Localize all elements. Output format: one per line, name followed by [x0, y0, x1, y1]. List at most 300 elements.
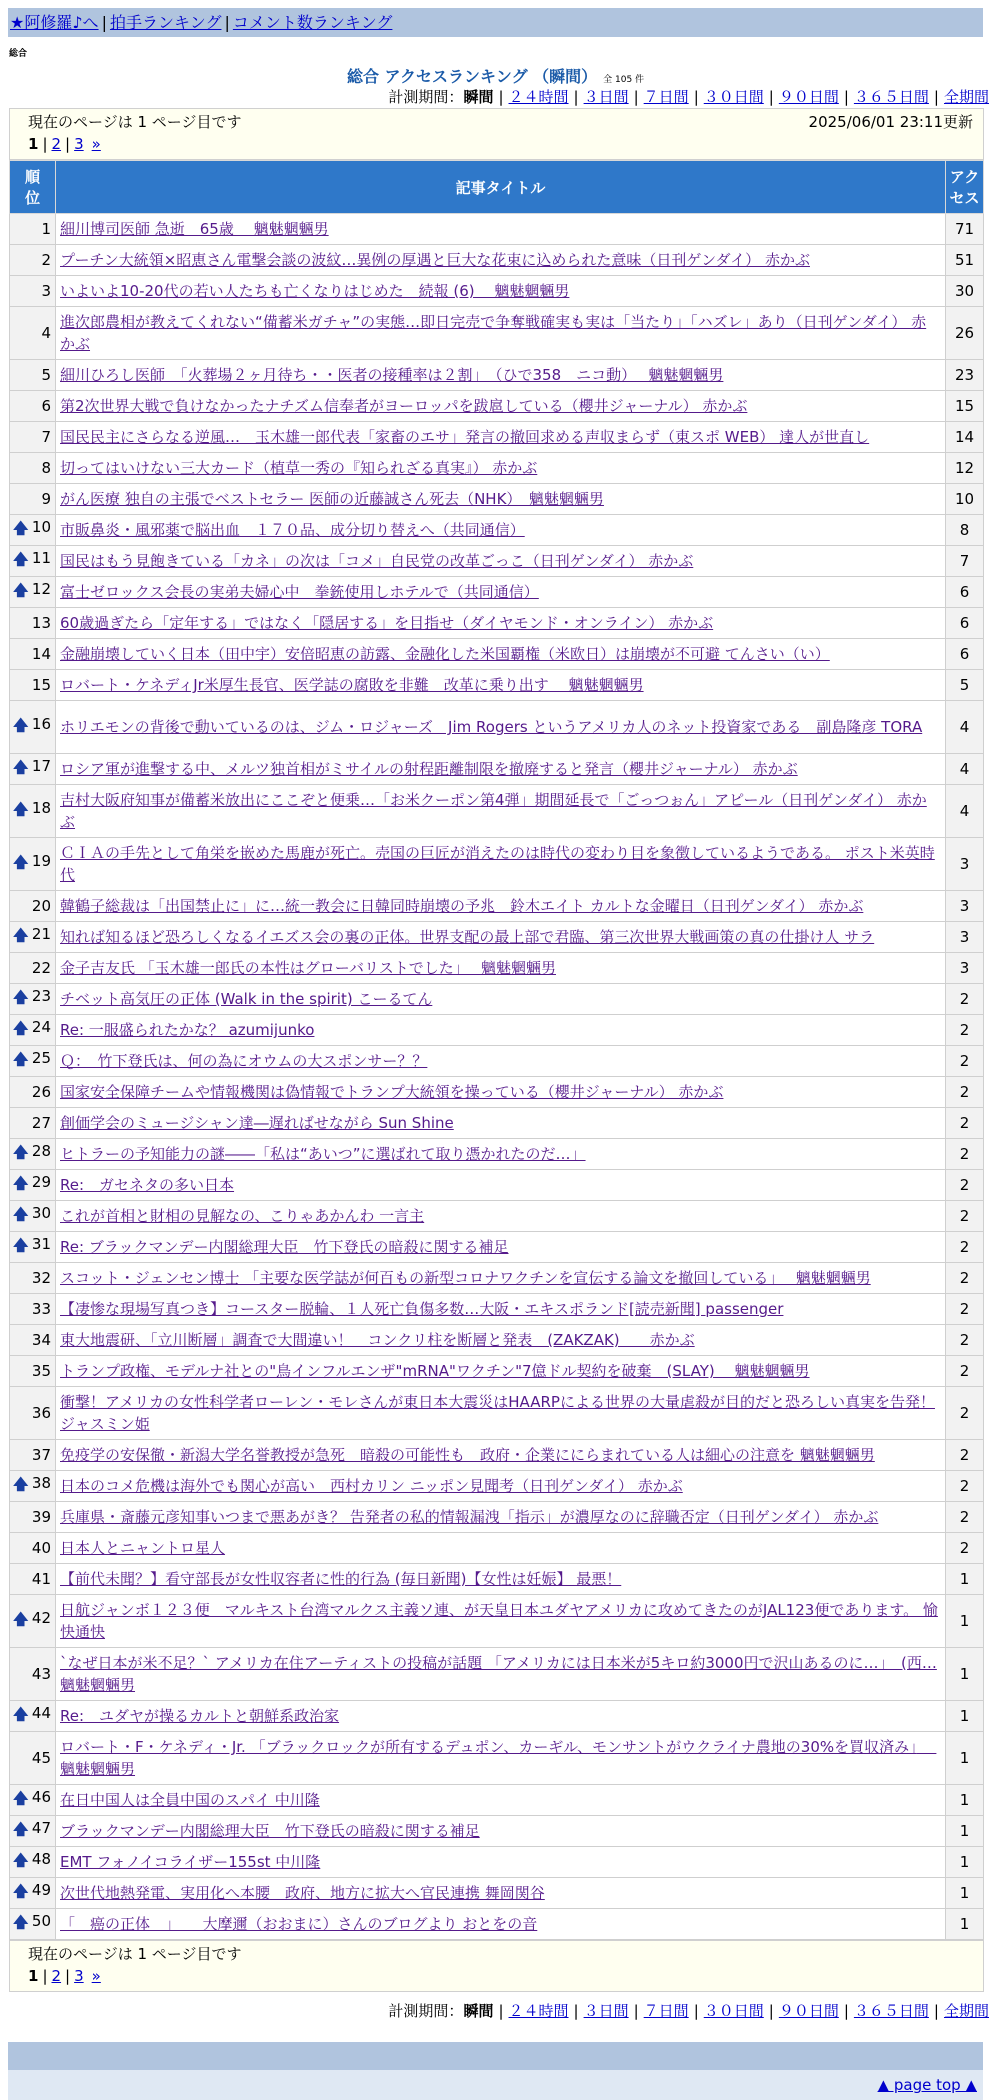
page-top-link[interactable]: ▲ page top ▲: [877, 2076, 977, 2094]
up-arrow-icon: 🡅: [13, 580, 29, 599]
rank-number: 19: [31, 851, 51, 870]
table-row: [10, 276, 984, 307]
rank-number: 26: [31, 1083, 51, 1101]
title-cell: [56, 1015, 946, 1046]
current-page-text: 現在のページは 1 ページ目です: [28, 1945, 242, 1963]
title-cell: [56, 838, 946, 891]
applause-ranking-link[interactable]: 拍手ランキング: [109, 13, 222, 32]
rank-cell: [10, 1847, 56, 1878]
period-separator: |: [693, 2002, 699, 2020]
period-separator: |: [768, 88, 774, 106]
access-count: 10: [946, 484, 984, 515]
table-row: [10, 484, 984, 515]
article-link[interactable]: 進次郎農相が教えてくれない“備蓄米ガチャ”の実態…即日完売で争奪戦確実も実は「当たり」「ハズレ」あり（日刊ゲンダイ） 赤かぶ: [60, 313, 927, 353]
period-link[interactable]: ９０日間: [778, 88, 839, 106]
rank-cell: [10, 1232, 56, 1263]
title-cell: [56, 484, 946, 515]
access-count: 2: [946, 1170, 984, 1201]
article-link[interactable]: ＣＩＡの手先として角栄を嵌めた馬鹿が死亡。売国の巨匠が消えたのは時代の変わり目を象徴しているようである。 ポスト米英時代: [60, 844, 935, 884]
rank-cell: [10, 276, 56, 307]
nav-separator: |: [224, 13, 230, 32]
period-separator: |: [573, 2002, 579, 2020]
title-cell: [56, 1108, 946, 1139]
access-count: 5: [946, 670, 984, 701]
table-row: [10, 1387, 984, 1440]
article-link[interactable]: 「 癌の正体 」 大摩邇（おおまに）さんのブログより おとをの音: [60, 1915, 538, 1933]
period-link[interactable]: 全期間: [943, 2002, 989, 2020]
rank-cell: [10, 785, 56, 838]
table-row: [10, 1077, 984, 1108]
rank-cell: [10, 1648, 56, 1701]
rank-number: 16: [31, 714, 51, 733]
title-cell: [56, 577, 946, 608]
table-row: [10, 1325, 984, 1356]
rank-number: 29: [31, 1172, 51, 1191]
article-link[interactable]: 免疫学の安保徹・新潟大学名誉教授が急死 暗殺の可能性も 政府・企業ににらまれている人は細心の注意を 魑魅魍魎男: [60, 1446, 875, 1464]
title-cell: [56, 754, 946, 785]
rank-cell: [10, 701, 56, 754]
period-selector-bottom: [0, 2000, 989, 2022]
rank-number: 15: [31, 676, 51, 694]
table-row: [10, 953, 984, 984]
period-link[interactable]: ９０日間: [778, 2002, 839, 2020]
period-link[interactable]: ３６５日間: [853, 2002, 929, 2020]
period-selector: [0, 86, 991, 108]
title-cell: [56, 1356, 946, 1387]
access-count: 2: [946, 1077, 984, 1108]
table-row: [10, 577, 984, 608]
article-link[interactable]: Ｑ： 竹下登氏は、何の為にオウムの大スポンサー？？: [60, 1052, 428, 1070]
rank-number: 47: [31, 1818, 51, 1837]
table-row: [10, 701, 984, 754]
rank-cell: [10, 1595, 56, 1648]
period-separator: |: [768, 2002, 774, 2020]
table-row: [10, 1108, 984, 1139]
rank-cell: [10, 515, 56, 546]
access-count: 2: [946, 1139, 984, 1170]
title-cell: [56, 785, 946, 838]
table-row: [10, 1170, 984, 1201]
article-link[interactable]: ホリエモンの背後で動いているのは、ジム・ロジャーズ Jim Rogers というアメリカ人のネット投資家である 副島隆彦 TORA: [60, 718, 923, 736]
access-count: 2: [946, 1471, 984, 1502]
access-count: 4: [946, 754, 984, 785]
rank-cell: [10, 639, 56, 670]
rank-number: 33: [31, 1300, 51, 1318]
period-link[interactable]: ２４時間: [508, 88, 569, 106]
ranking-title: 総合 アクセスランキング （瞬間）: [346, 67, 598, 86]
total-count: 全 105 件: [603, 75, 645, 85]
article-link[interactable]: 第2次世界大戦で負けなかったナチズム信奉者がヨーロッパを跋扈している（櫻井ジャーナル） 赤かぶ: [60, 397, 748, 415]
access-column-header: アクセス: [946, 161, 984, 214]
article-link[interactable]: 兵庫県・斎藤元彦知事いつまで悪あがき？ 告発者の私的情報漏洩「指示」が濃厚なのに辞職否定（日刊ゲンダイ） 赤かぶ: [60, 1508, 879, 1526]
article-link[interactable]: EMT フォノイコライザー155st 中川隆: [60, 1853, 321, 1871]
home-link[interactable]: ★阿修羅♪へ: [10, 13, 99, 32]
access-count: 6: [946, 608, 984, 639]
article-link[interactable]: ブラックマンデー内閣総理大臣 竹下登氏の暗殺に関する補足: [60, 1822, 480, 1840]
table-row: [10, 838, 984, 891]
current-page-number: 1: [28, 135, 39, 153]
rank-number: 31: [31, 1234, 51, 1253]
table-row: [10, 1471, 984, 1502]
title-cell: [56, 1170, 946, 1201]
title-cell: [56, 214, 946, 245]
page-link[interactable]: 2: [51, 1967, 62, 1985]
page-links: [28, 133, 973, 155]
up-arrow-icon: 🡅: [13, 1609, 29, 1628]
table-header-row: [10, 161, 984, 214]
title-cell: [56, 1847, 946, 1878]
rank-number: 37: [31, 1446, 51, 1464]
up-arrow-icon: 🡅: [13, 987, 29, 1006]
page-title: [0, 64, 991, 86]
rank-number: 2: [41, 251, 51, 269]
article-link[interactable]: 日本人とニャントロ星人: [60, 1539, 226, 1557]
rank-cell: [10, 577, 56, 608]
up-arrow-icon: 🡅: [13, 925, 29, 944]
rank-number: 32: [31, 1269, 51, 1287]
rank-cell: [10, 608, 56, 639]
article-link[interactable]: Re: 一服盛られたかな？ azumijunko: [60, 1021, 315, 1039]
title-cell: [56, 1046, 946, 1077]
up-arrow-icon: 🡅: [13, 1788, 29, 1807]
period-link[interactable]: 全期間: [943, 88, 989, 106]
rank-cell: [10, 1015, 56, 1046]
current-page-number: 1: [28, 1967, 39, 1985]
period-link[interactable]: ２４時間: [508, 2002, 569, 2020]
access-count: 6: [946, 577, 984, 608]
article-link[interactable]: Re: ガセネタの多い日本: [60, 1176, 235, 1194]
table-row: [10, 245, 984, 276]
article-link[interactable]: ロバート・F・ケネディ・Jr. 「ブラックロックが所有するデュポン、カーギル、モンサントがウクライナ農地の30%を買収済み」 魑魅魍魎男: [60, 1738, 937, 1778]
footer-bar: [8, 2042, 983, 2070]
period-separator: |: [693, 88, 699, 106]
page-separator: |: [65, 1967, 71, 1985]
rank-number: 4: [41, 324, 51, 342]
access-count: 3: [946, 891, 984, 922]
updated-time: 2025/06/01 23:11更新: [808, 113, 973, 131]
article-link[interactable]: ロバート・ケネディJr米厚生長官、医学誌の腐敗を非難 改革に乗り出す 魑魅魍魎男: [60, 676, 644, 694]
up-arrow-icon: 🡅: [13, 1850, 29, 1869]
table-row: [10, 214, 984, 245]
next-page-link[interactable]: »: [91, 1967, 101, 1985]
rank-cell: [10, 360, 56, 391]
article-link[interactable]: 細川ひろし医師 「火葬場２ヶ月待ち・・医者の接種率は２割」 （ひで358 ニコ動） 魑魅魍魎男: [60, 366, 724, 384]
ranking-table: [9, 160, 984, 1940]
up-arrow-icon: 🡅: [13, 1474, 29, 1493]
period-link[interactable]: ３６５日間: [853, 88, 929, 106]
up-arrow-icon: 🡅: [13, 852, 29, 871]
article-link[interactable]: 細川博司医師 急逝 65歳 魑魅魍魎男: [60, 220, 329, 238]
article-link[interactable]: `なぜ日本が米不足？` アメリカ在住アーティストの投稿が話題 「アメリカには日本米が5キロ約3000円で沢山あるのに…」 (西… 魑魅魍魎男: [60, 1654, 937, 1694]
period-separator: |: [633, 88, 639, 106]
rank-cell: [10, 484, 56, 515]
title-cell: [56, 891, 946, 922]
rank-number: 39: [31, 1508, 51, 1526]
page-separator: |: [65, 135, 71, 153]
rank-number: 38: [31, 1473, 51, 1492]
rank-number: 1: [41, 220, 51, 238]
article-link[interactable]: 知れば知るほど恐ろしくなるイエズス会の裏の正体。世界支配の最上部で君臨、第三次世界大戦画策の真の仕掛け人 サラ: [60, 928, 875, 946]
page-separator: |: [42, 135, 48, 153]
article-link[interactable]: 韓鶴子総裁は「出国禁止に」に…統一教会に日韓同時崩壊の予兆 鈴木エイト カルトな金曜日（日刊ゲンダイ） 赤かぶ: [60, 897, 864, 915]
article-link[interactable]: ヒトラーの予知能力の謎――「私は“あいつ”に選ばれて取り憑かれたのだ…」: [60, 1145, 586, 1163]
title-cell: [56, 1533, 946, 1564]
article-link[interactable]: トランプ政権、モデルナ社との"鳥インフルエンザ"mRNA"ワクチン"7億ドル契約を破棄 (SLAY) 魑魅魍魎男: [60, 1362, 810, 1380]
rank-number: 48: [31, 1849, 51, 1868]
rank-number: 8: [41, 459, 51, 477]
access-count: 2: [946, 1440, 984, 1471]
rank-number: 11: [31, 548, 51, 567]
article-link[interactable]: 日航ジャンボ１２３便 マルキスト台湾マルクス主義ソ連、が天皇日本ユダヤアメリカに攻めてきたのがJAL123便であります。 愉快通快: [60, 1601, 938, 1641]
article-link[interactable]: 金融崩壊していく日本（田中宇）安倍昭恵の訪露、金融化した米国覇権（米欧日）は崩壊が不可避 てんさい（い）: [60, 645, 830, 663]
title-cell: [56, 1785, 946, 1816]
article-link[interactable]: 国民はもう見飽きている「カネ」の次は「コメ」自民党の改革ごっこ（日刊ゲンダイ） 赤かぶ: [60, 552, 694, 570]
access-count: 14: [946, 422, 984, 453]
access-count: 51: [946, 245, 984, 276]
rank-number: 44: [31, 1703, 51, 1722]
rank-number: 27: [31, 1114, 51, 1132]
rank-number: 3: [41, 282, 51, 300]
rank-cell: [10, 670, 56, 701]
rank-cell: [10, 1878, 56, 1909]
access-count: 1: [946, 1847, 984, 1878]
access-count: 3: [946, 922, 984, 953]
period-separator: |: [843, 88, 849, 106]
rank-number: 5: [41, 366, 51, 384]
period-link[interactable]: ７日間: [643, 88, 689, 106]
article-link[interactable]: 在日中国人は全員中国のスパイ 中川隆: [60, 1791, 320, 1809]
rank-cell: [10, 1325, 56, 1356]
category-label: 総合: [9, 49, 28, 59]
table-row: [10, 360, 984, 391]
rank-number: 43: [31, 1665, 51, 1683]
table-row: [10, 1263, 984, 1294]
page-link[interactable]: 3: [74, 1967, 84, 1985]
rank-number: 21: [31, 924, 51, 943]
access-count: 26: [946, 307, 984, 360]
title-cell: [56, 546, 946, 577]
title-cell: [56, 1232, 946, 1263]
rank-number: 42: [31, 1608, 51, 1627]
article-link[interactable]: いよいよ10-20代の若い人たちも亡くなりはじめた 続報 (6) 魑魅魍魎男: [60, 282, 570, 300]
up-arrow-icon: 🡅: [13, 1049, 29, 1068]
article-link[interactable]: 【前代未聞？】看守部長が女性収容者に性的行為 (毎日新聞)【女性は妊娠】 最悪！: [60, 1570, 622, 1588]
title-cell: [56, 1440, 946, 1471]
up-arrow-icon: 🡅: [13, 799, 29, 818]
title-cell: [56, 984, 946, 1015]
title-cell: [56, 1471, 946, 1502]
title-cell: [56, 1201, 946, 1232]
title-cell: [56, 1878, 946, 1909]
table-row: [10, 1139, 984, 1170]
title-cell: [56, 391, 946, 422]
rank-cell: [10, 1139, 56, 1170]
table-row: [10, 754, 984, 785]
table-row: [10, 608, 984, 639]
rank-cell: [10, 1201, 56, 1232]
access-count: 2: [946, 1356, 984, 1387]
rank-cell: [10, 422, 56, 453]
table-row: [10, 1564, 984, 1595]
rank-cell: [10, 1077, 56, 1108]
period-separator: |: [843, 2002, 849, 2020]
footer-page-top: [8, 2070, 983, 2100]
table-row: [10, 1847, 984, 1878]
page-link[interactable]: 3: [74, 135, 84, 153]
title-cell: [56, 1139, 946, 1170]
access-count: 15: [946, 391, 984, 422]
up-arrow-icon: 🡅: [13, 1142, 29, 1161]
rank-cell: [10, 1564, 56, 1595]
access-count: 2: [946, 984, 984, 1015]
rank-column-header: 順位: [10, 161, 56, 214]
access-count: 1: [946, 1701, 984, 1732]
rank-cell: [10, 984, 56, 1015]
rank-cell: [10, 1387, 56, 1440]
title-cell: [56, 1595, 946, 1648]
rank-number: 36: [31, 1404, 51, 1422]
up-arrow-icon: 🡅: [13, 549, 29, 568]
rank-cell: [10, 1471, 56, 1502]
rank-cell: [10, 922, 56, 953]
rank-cell: [10, 1356, 56, 1387]
rank-cell: [10, 546, 56, 577]
table-row: [10, 515, 984, 546]
period-current: 瞬間: [463, 88, 494, 106]
article-link[interactable]: 創価学会のミュージシャン達―遅ればせながら Sun Shine: [60, 1114, 454, 1132]
title-cell: [56, 1564, 946, 1595]
page-links: [28, 1965, 973, 1987]
table-row: [10, 1595, 984, 1648]
title-cell: [56, 1294, 946, 1325]
up-arrow-icon: 🡅: [13, 1819, 29, 1838]
access-count: 7: [946, 546, 984, 577]
article-link[interactable]: 60歳過ぎたら「定年する」ではなく「隠居する」を目指せ（ダイヤモンド・オンライン） 赤かぶ: [60, 614, 714, 632]
table-row: [10, 1878, 984, 1909]
period-link[interactable]: ３日間: [583, 2002, 629, 2020]
access-count: 2: [946, 1201, 984, 1232]
access-count: 2: [946, 1015, 984, 1046]
rank-cell: [10, 1108, 56, 1139]
table-row: [10, 1909, 984, 1940]
title-cell: [56, 1648, 946, 1701]
current-page-text: 現在のページは 1 ページ目です: [28, 113, 242, 131]
up-arrow-icon: 🡅: [13, 715, 29, 734]
title-cell: [56, 515, 946, 546]
comment-ranking-link[interactable]: コメント数ランキング: [232, 13, 393, 32]
table-row: [10, 1201, 984, 1232]
next-page-link[interactable]: »: [91, 135, 101, 153]
table-row: [10, 922, 984, 953]
nav-separator: |: [101, 13, 107, 32]
article-link[interactable]: ロシア軍が進撃する中、メルツ独首相がミサイルの射程距離制限を撤廃すると発言（櫻井ジャーナル） 赤かぶ: [60, 760, 798, 778]
rank-number: 12: [31, 579, 51, 598]
period-separator: |: [933, 2002, 939, 2020]
article-link[interactable]: 次世代地熱発電、実用化へ本腰 政府、地方に拡大へ官民連携 舞岡関谷: [60, 1884, 545, 1902]
rank-number: 40: [31, 1539, 51, 1557]
article-link[interactable]: がん医療 独自の主張でベストセラー 医師の近藤誠さん死去（NHK） 魑魅魍魎男: [60, 490, 604, 508]
access-count: 71: [946, 214, 984, 245]
period-link[interactable]: ３０日間: [703, 88, 764, 106]
access-count: 1: [946, 1732, 984, 1785]
article-link[interactable]: 金子吉友氏 「玉木雄一郎氏の本性はグローバリストでした」 魑魅魍魎男: [60, 959, 556, 977]
period-separator: |: [573, 88, 579, 106]
access-count: 8: [946, 515, 984, 546]
up-arrow-icon: 🡅: [13, 1204, 29, 1223]
rank-cell: [10, 953, 56, 984]
table-row: [10, 1046, 984, 1077]
rank-cell: [10, 1701, 56, 1732]
up-arrow-icon: 🡅: [13, 1881, 29, 1900]
table-row: [10, 546, 984, 577]
access-count: 2: [946, 1046, 984, 1077]
rank-number: 13: [31, 614, 51, 632]
rank-cell: [10, 1533, 56, 1564]
up-arrow-icon: 🡅: [13, 1912, 29, 1931]
table-row: [10, 1533, 984, 1564]
title-cell: [56, 1325, 946, 1356]
article-link[interactable]: 切ってはいけない三大カード（植草一秀の『知られざる真実』） 赤かぶ: [60, 459, 538, 477]
article-link[interactable]: 【凄惨な現場写真つき】コースター脱輪、１人死亡負傷多数…大阪・エキスポランド[読売新聞] passenger: [60, 1300, 784, 1318]
rank-number: 49: [31, 1880, 51, 1899]
up-arrow-icon: 🡅: [13, 1018, 29, 1037]
rank-number: 23: [31, 986, 51, 1005]
article-link[interactable]: 東大地震研、「立川断層」調査で大間違い！ コンクリ柱を断層と発表 (ZAKZAK) 赤かぶ: [60, 1331, 695, 1349]
rank-number: 41: [31, 1570, 51, 1588]
top-nav-bar: [8, 8, 983, 37]
period-link[interactable]: ３０日間: [703, 2002, 764, 2020]
table-row: [10, 1816, 984, 1847]
article-link[interactable]: 日本のコメ危機は海外でも関心が高い 西村カリン ニッポン見聞考（日刊ゲンダイ） 赤かぶ: [60, 1477, 683, 1495]
pager-bottom: [9, 1940, 984, 1992]
article-link[interactable]: スコット・ジェンセン博士 「主要な医学誌が何百もの新型コロナワクチンを宣伝する論文を撤回している」 魑魅魍魎男: [60, 1269, 871, 1287]
title-cell: [56, 307, 946, 360]
period-link[interactable]: ７日間: [643, 2002, 689, 2020]
period-link[interactable]: ３日間: [583, 88, 629, 106]
page-separator: |: [42, 1967, 48, 1985]
rank-number: 18: [31, 798, 51, 817]
rank-number: 45: [31, 1749, 51, 1767]
rank-cell: [10, 1263, 56, 1294]
article-link[interactable]: 国民民主にさらなる逆風… 玉木雄一郎代表「家畜のエサ」発言の撤回求める声収まらず（東スポ WEB） 達人が世直し: [60, 428, 870, 446]
rank-number: 10: [31, 517, 51, 536]
rank-number: 35: [31, 1362, 51, 1380]
rank-number: 20: [31, 897, 51, 915]
article-link[interactable]: Re: ユダヤが操るカルトと朝鮮系政治家: [60, 1707, 340, 1725]
article-link[interactable]: 市販鼻炎・風邪薬で脳出血 １７０品、成分切り替えへ（共同通信）: [60, 521, 525, 539]
rank-cell: [10, 1170, 56, 1201]
title-column-header: 記事タイトル: [56, 161, 946, 214]
table-row: [10, 1648, 984, 1701]
access-count: 30: [946, 276, 984, 307]
title-cell: [56, 276, 946, 307]
rank-cell: [10, 391, 56, 422]
article-link[interactable]: プーチン大統領×昭恵さん電撃会談の波紋…異例の厚遇と巨大な花束に込められた意味（日刊ゲンダイ） 赤かぶ: [60, 251, 810, 269]
article-link[interactable]: 国家安全保障チームや情報機関は偽情報でトランプ大統領を操っている（櫻井ジャーナル） 赤かぶ: [60, 1083, 724, 1101]
title-cell: [56, 701, 946, 754]
article-link[interactable]: これが首相と財相の見解なの、こりゃあかんわ 一言主: [60, 1207, 425, 1225]
access-count: 2: [946, 1232, 984, 1263]
access-count: 1: [946, 1909, 984, 1940]
rank-cell: [10, 453, 56, 484]
article-link[interactable]: 衝撃！アメリカの女性科学者ローレン・モレさんが東日本大震災はHAARPによる世界の大量虐殺が目的だと恐ろしい真実を告発！ ジャスミン姫: [60, 1393, 935, 1433]
article-link[interactable]: 吉村大阪府知事が備蓄米放出にここぞと便乗…「お米クーポン第4弾」期間延長で「ごっつぉん」アピール（日刊ゲンダイ） 赤かぶ: [60, 791, 927, 831]
title-cell: [56, 639, 946, 670]
article-link[interactable]: Re: ブラックマンデー内閣総理大臣 竹下登氏の暗殺に関する補足: [60, 1238, 509, 1256]
article-link[interactable]: チベット高気圧の正体 (Walk in the spirit) こーるてん: [60, 990, 433, 1008]
article-link[interactable]: 富士ゼロックス会長の実弟夫婦心中 拳銃使用しホテルで（共同通信）: [60, 583, 539, 601]
page-link[interactable]: 2: [51, 135, 62, 153]
